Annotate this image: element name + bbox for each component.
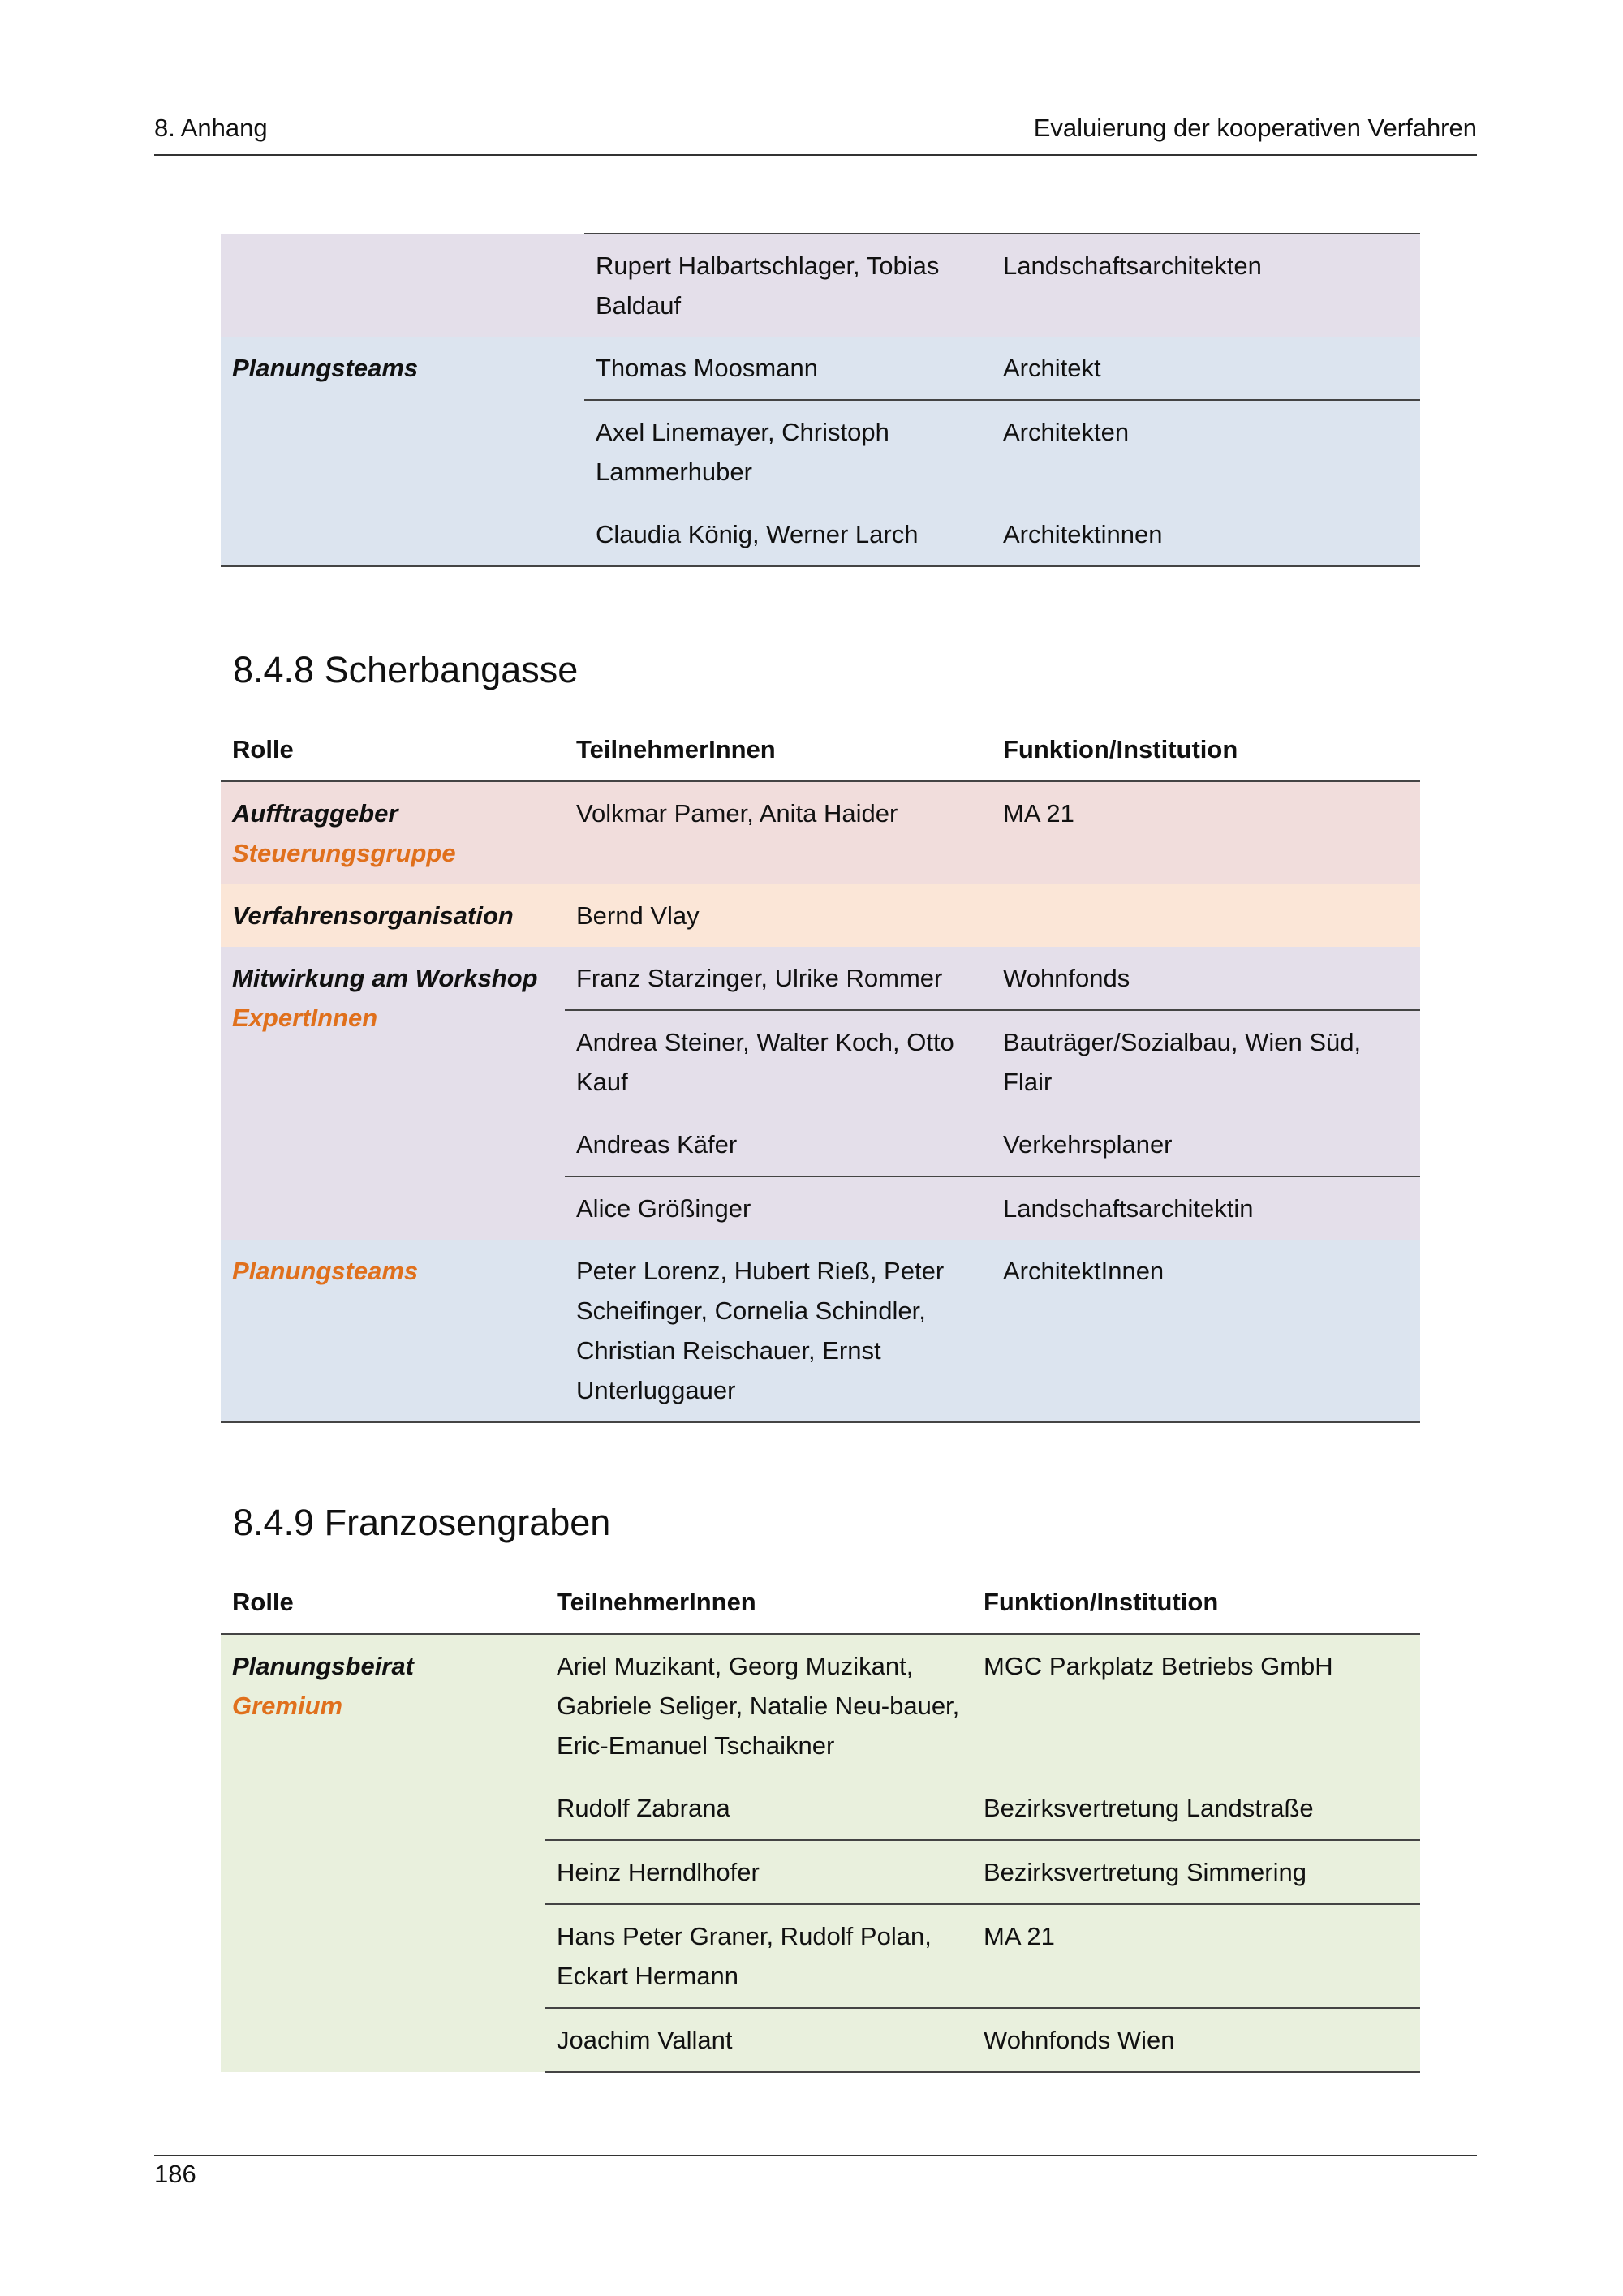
function-cell: MA 21 bbox=[972, 1904, 1420, 2008]
role-sublabel: Gremium bbox=[232, 1692, 343, 1720]
participants-cell: Franz Starzinger, Ulrike Rommer bbox=[565, 947, 992, 1010]
column-header-function: Funktion/Institution bbox=[992, 718, 1420, 781]
function-cell: ArchitektInnen bbox=[992, 1240, 1420, 1422]
function-cell: MGC Parkplatz Betriebs GmbH bbox=[972, 1634, 1420, 1777]
role-cell: Planungsteams bbox=[221, 337, 584, 566]
role-sublabel: ExpertInnen bbox=[232, 1004, 378, 1032]
function-cell: Landschaftsarchitekten bbox=[992, 234, 1420, 337]
role-cell: Planungsteams bbox=[221, 1240, 565, 1422]
participants-cell: Rudolf Zabrana bbox=[545, 1777, 972, 1840]
table-continued bbox=[221, 233, 1420, 567]
function-cell: MA 21 bbox=[992, 781, 1420, 884]
role-label: Aufftraggeber bbox=[232, 799, 398, 828]
participants-cell: Volkmar Pamer, Anita Haider bbox=[565, 781, 992, 884]
role-sublabel: Steuerungsgruppe bbox=[232, 839, 456, 867]
role-cell bbox=[221, 1634, 545, 2072]
participants-cell: Peter Lorenz, Hubert Rieß, Peter Scheifinger, Cornelia Schindler, Christian Reischauer, Ernst Unterluggauer bbox=[565, 1240, 992, 1422]
function-cell: Bezirksvertretung Simmering bbox=[972, 1840, 1420, 1904]
participants-cell: Bernd Vlay bbox=[565, 884, 992, 947]
table-franzosengraben bbox=[221, 1571, 1420, 2073]
role-cell bbox=[221, 234, 584, 337]
role-cell: Verfahrensorganisation bbox=[221, 884, 565, 947]
page-number: 186 bbox=[154, 2160, 196, 2188]
function-cell bbox=[992, 884, 1420, 947]
table-row bbox=[221, 1240, 1420, 1422]
column-header-function: Funktion/Institution bbox=[972, 1571, 1420, 1634]
table-row bbox=[221, 947, 1420, 1010]
participants-cell: Andrea Steiner, Walter Koch, Otto Kauf bbox=[565, 1010, 992, 1113]
column-header-role: Rolle bbox=[221, 1571, 545, 1634]
participants-cell: Rupert Halbartschlager, Tobias Baldauf bbox=[584, 234, 992, 337]
section-title-scherbangasse: 8.4.8 Scherbangasse bbox=[233, 649, 579, 690]
header-title: Evaluierung der kooperativen Verfahren bbox=[1033, 114, 1477, 142]
function-cell: Wohnfonds bbox=[992, 947, 1420, 1010]
participants-cell: Claudia König, Werner Larch bbox=[584, 503, 992, 566]
function-cell: Landschaftsarchitektin bbox=[992, 1176, 1420, 1240]
table-header-row bbox=[221, 1571, 1420, 1634]
table-row bbox=[221, 337, 1420, 400]
role-label: Mitwirkung am Workshop bbox=[232, 964, 538, 992]
function-cell: Bauträger/Sozialbau, Wien Süd, Flair bbox=[992, 1010, 1420, 1113]
table-header-row bbox=[221, 718, 1420, 781]
participants-cell: Heinz Herndlhofer bbox=[545, 1840, 972, 1904]
table-row bbox=[221, 884, 1420, 947]
function-cell: Architekt bbox=[992, 337, 1420, 400]
header-chapter: 8. Anhang bbox=[154, 114, 268, 142]
participants-cell: Ariel Muzikant, Georg Muzikant, Gabriele Seliger, Natalie Neu-bauer, Eric-Emanuel Tschaikner bbox=[545, 1634, 972, 1777]
column-header-participants: TeilnehmerInnen bbox=[545, 1571, 972, 1634]
role-label: Planungsbeirat bbox=[232, 1652, 414, 1680]
function-cell: Verkehrsplaner bbox=[992, 1113, 1420, 1176]
role-cell bbox=[221, 947, 565, 1240]
participants-cell: Axel Linemayer, Christoph Lammerhuber bbox=[584, 400, 992, 503]
table-row bbox=[221, 781, 1420, 884]
section-title-franzosengraben: 8.4.9 Franzosengraben bbox=[233, 1502, 611, 1543]
participants-cell: Joachim Vallant bbox=[545, 2008, 972, 2072]
table-row bbox=[221, 1634, 1420, 1777]
function-cell: Wohnfonds Wien bbox=[972, 2008, 1420, 2072]
table-scherbangasse bbox=[221, 718, 1420, 1423]
footer-divider bbox=[154, 2155, 1477, 2156]
page-header bbox=[154, 114, 1477, 156]
table-row bbox=[221, 234, 1420, 337]
participants-cell: Alice Größinger bbox=[565, 1176, 992, 1240]
column-header-role: Rolle bbox=[221, 718, 565, 781]
function-cell: Architektinnen bbox=[992, 503, 1420, 566]
participants-cell: Hans Peter Graner, Rudolf Polan, Eckart Hermann bbox=[545, 1904, 972, 2008]
role-cell bbox=[221, 781, 565, 884]
participants-cell: Andreas Käfer bbox=[565, 1113, 992, 1176]
function-cell: Bezirksvertretung Landstraße bbox=[972, 1777, 1420, 1840]
column-header-participants: TeilnehmerInnen bbox=[565, 718, 992, 781]
participants-cell: Thomas Moosmann bbox=[584, 337, 992, 400]
function-cell: Architekten bbox=[992, 400, 1420, 503]
